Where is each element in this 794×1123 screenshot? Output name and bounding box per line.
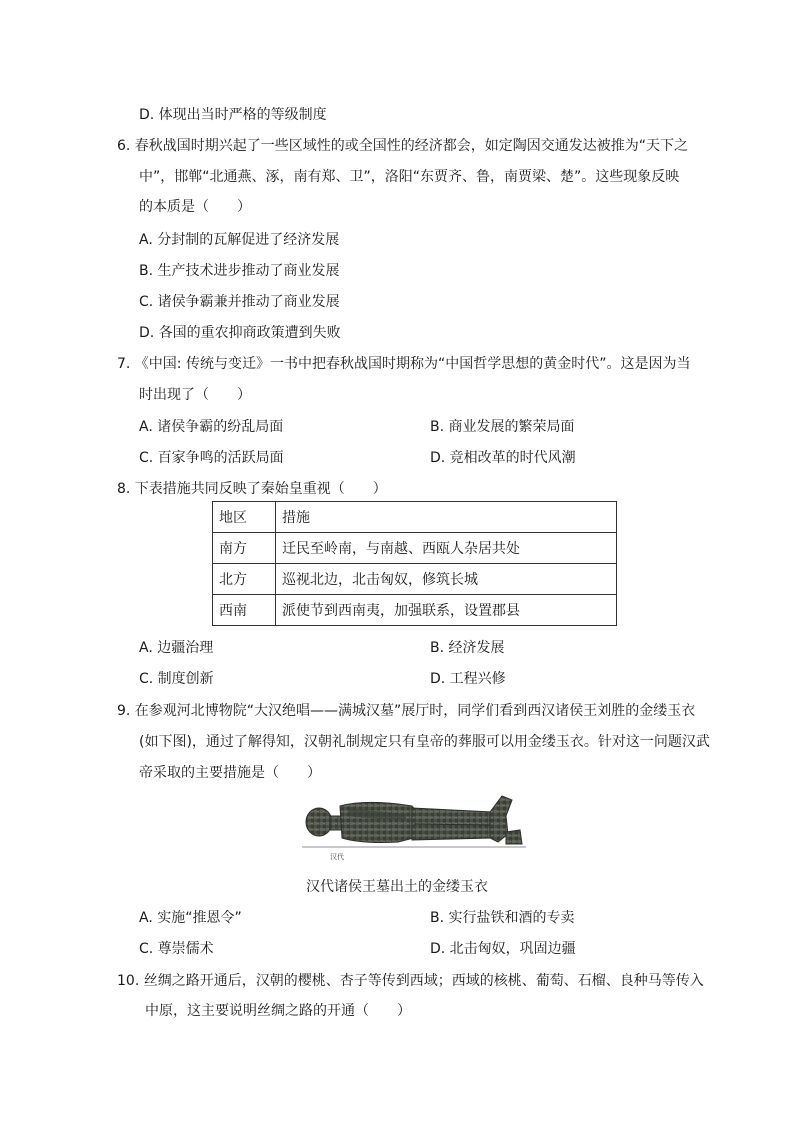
q10-stem-line1: 10. 丝绸之路开通后，汉朝的樱桃、杏子等传到西域；西域的核桃、葡萄、石榴、良种马等传入 [117,973,704,989]
q9-option-d: D. 北击匈奴，巩固边疆 [430,941,576,957]
q7-option-b: B. 商业发展的繁荣局面 [430,419,575,435]
table-header-region: 地区 [213,502,276,533]
q9-option-a: A. 实施“推恩令” [139,910,242,926]
table-cell-region: 南方 [213,533,276,564]
image-mark: 汉代 [330,853,344,861]
q9-stem-line3: 帝采取的主要措施是（ ） [139,765,321,781]
q7-stem-line1: 7. 《中国: 传统与变迁》一书中把春秋战国时期称为“中国哲学思想的黄金时代”。这是因为当 [117,356,691,372]
table-header-row [213,502,617,533]
table-header-measures: 措施 [276,502,617,533]
q7-stem-line2: 时出现了（ ） [139,387,251,403]
q6-option-b: B. 生产技术进步推动了商业发展 [139,263,340,279]
q8-option-b: B. 经济发展 [430,640,505,656]
q9-image-caption: 汉代诸侯王墓出土的金缕玉衣 [306,879,488,895]
table-row [213,533,617,564]
q6-option-c: C. 诸侯争霸兼并推动了商业发展 [139,294,340,310]
q7-option-d: D. 竞相改革的时代风潮 [430,450,576,466]
q8-stem: 8. 下表措施共同反映了秦始皇重视（ ） [117,481,387,497]
q6-stem-line3: 的本质是（ ） [139,199,251,215]
table-cell-measure: 迁民至岭南，与南越、西瓯人杂居共处 [276,533,617,564]
q8-option-d: D. 工程兴修 [430,671,506,687]
jade-burial-suit-image [302,792,526,866]
table-row [213,595,617,626]
q9-stem-line2: (如下图)，通过了解得知，汉朝礼制规定只有皇帝的葬服可以用金缕玉衣。针对这一问题汉武 [139,734,710,750]
q6-stem-line2: 中”，邯郸“北通燕、涿，南有郑、卫”，洛阳“东贾齐、鲁，南贾梁、楚”。这些现象反映 [139,169,680,185]
q9-option-c: C. 尊崇儒术 [139,941,214,957]
q6-option-a: A. 分封制的瓦解促进了经济发展 [139,232,340,248]
q7-option-c: C. 百家争鸣的活跃局面 [139,450,284,466]
table-cell-measure: 巡视北边，北击匈奴，修筑长城 [276,564,617,595]
table-cell-measure: 派使节到西南夷，加强联系，设置郡县 [276,595,617,626]
q9-option-b: B. 实行盐铁和酒的专卖 [430,910,575,926]
q8-measures-table [212,501,617,626]
q10-stem-line2: 中原，这主要说明丝绸之路的开通（ ） [145,1003,411,1019]
table-row [213,564,617,595]
table-cell-region: 北方 [213,564,276,595]
q8-option-c: C. 制度创新 [139,671,214,687]
q6-option-d: D. 各国的重农抑商政策遭到失败 [139,325,341,341]
table-cell-region: 西南 [213,595,276,626]
q7-option-a: A. 诸侯争霸的纷乱局面 [139,419,284,435]
q5-option-d: D. 体现出当时严格的等级制度 [139,107,327,123]
q6-stem-line1: 6. 春秋战国时期兴起了一些区域性的或全国性的经济都会，如定陶因交通发达被推为“天下之 [117,138,689,154]
q9-stem-line1: 9. 在参观河北博物院“大汉绝唱——满城汉墓”展厅时，同学们看到西汉诸侯王刘胜的金缕玉衣 [117,703,696,719]
q8-option-a: A. 边疆治理 [139,640,214,656]
